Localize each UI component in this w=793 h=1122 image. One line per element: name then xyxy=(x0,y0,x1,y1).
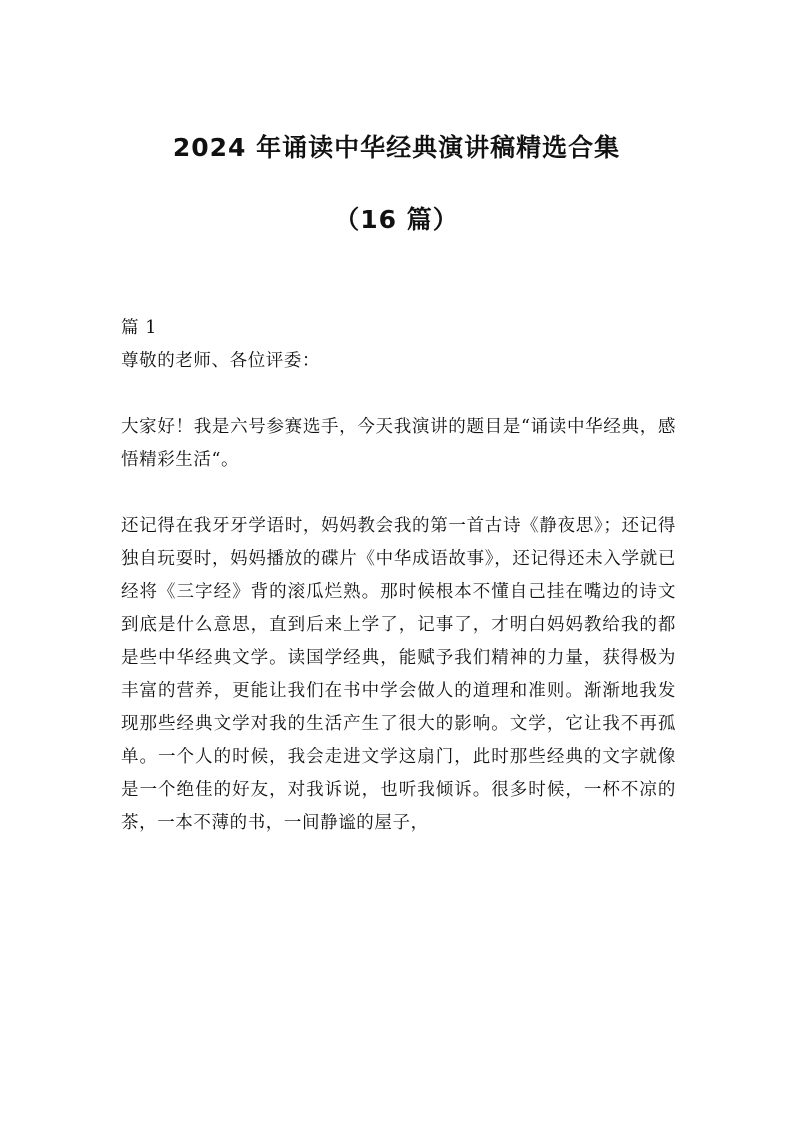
document-subtitle: （16 篇） xyxy=(334,205,459,234)
paragraph-spacer xyxy=(121,477,676,510)
document-title: 2024 年诵读中华经典演讲稿精选合集 xyxy=(172,133,621,162)
paragraph-main: 还记得在我牙牙学语时，妈妈教会我的第一首古诗《静夜思》；还记得独自玩耍时，妈妈播放的碟片《中华成语故事》，还记得还未入学就已经将《三字经》背的滚瓜烂熟。那时候根本不懂自己挂在嘴边的诗文到底是什么意思，直到后来上学了，记事了，才明白妈妈教给我的都是些中华经典文学。读国学经典，能赋予我们精神的力量，获得极为丰富的营养，更能让我们在书中学会做人的道理和准则。渐渐地我发现那些经典文学对我的生活产生了很大的影响。文学，它让我不再孤单。一个人的时候，我会走进文学这扇门，此时那些经典的文字就像是一个绝佳的好友，对我诉说，也听我倾诉。很多时候，一杯不凉的茶，一本不薄的书，一间静谧的屋子， xyxy=(121,516,676,833)
paragraph-spacer xyxy=(121,378,676,411)
section-label: 篇 1 xyxy=(121,318,157,338)
paragraph-greeting: 大家好！我是六号参赛选手，今天我演讲的题目是“诵读中华经典，感悟精彩生活“。 xyxy=(121,417,676,470)
document-body xyxy=(121,312,676,840)
salutation: 尊敬的老师、各位评委： xyxy=(121,351,321,371)
